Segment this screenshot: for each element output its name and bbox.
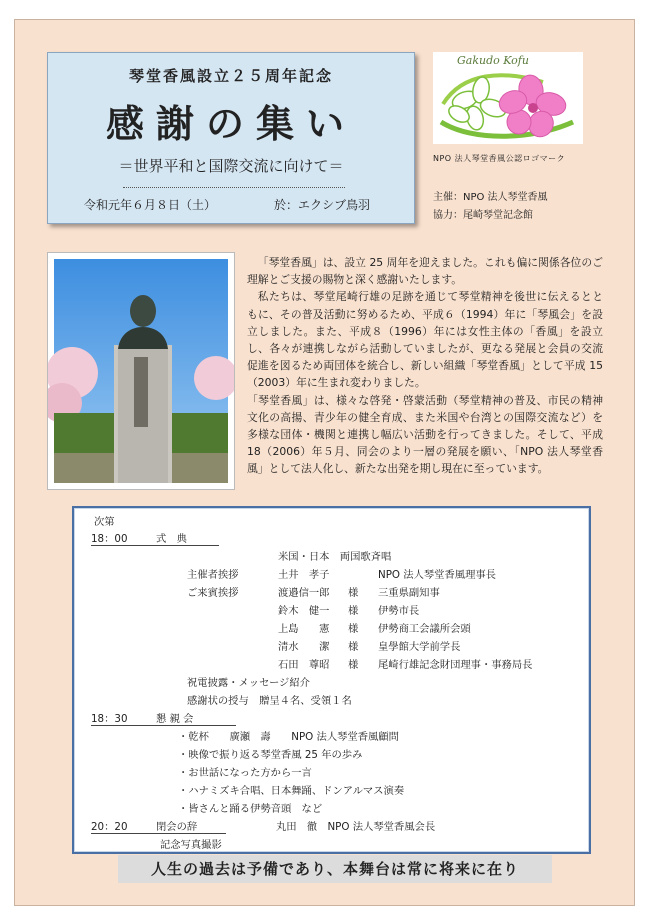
support-organization: 協力：尾崎琴堂記念館 — [433, 210, 533, 221]
event-subtitle: 琴堂香風設立２５周年記念 — [128, 67, 333, 85]
host-greeting-name: 土井 孝子 — [278, 569, 330, 581]
guest-greeting-label: ご来賓挨拶 — [187, 587, 239, 599]
intro-paragraph-2: 私たちは、琴堂尾崎行雄の足跡を通じて琴堂精神を後世に伝えるとともに、その普及活動に努めるため、平成６（1994）年に「琴風会」を設立しました。また、平成８（1996）年には女性主体の「香風」を設立し、各々が連携しながら活動していましたが、更なる発展と会員の交流促進を図るため両団体を統合し、新しい組織「琴堂香風」として平成 15（2003）年に生まれ変わりました。 — [247, 290, 603, 390]
reception-time: 18：30 — [91, 713, 128, 725]
event-venue: 於：エクシブ鳥羽 — [274, 198, 371, 212]
organization-logo — [433, 52, 583, 144]
dotted-divider — [123, 177, 345, 188]
guest-name: 石田 尊昭 — [278, 659, 330, 671]
reception-item: ・皆さんと踊る伊勢音頭 など — [178, 803, 323, 815]
closing-title: 閉会の辞 — [156, 821, 198, 833]
reception-item: ・乾杯 廣瀬 壽 NPO 法人琴堂香風顧問 — [178, 731, 399, 743]
intro-paragraph-1: 「琴堂香風」は、設立 25 周年を迎えました。これも偏に関係各位のご理解とご支援の賜物と深く感謝いたします。 — [247, 256, 603, 287]
photo-session-item: 記念写真撮影 — [160, 839, 222, 851]
title-panel — [47, 52, 415, 224]
introduction-text — [247, 254, 603, 478]
guest-role: 三重県副知事 — [378, 587, 440, 599]
guest-honorific: 様 — [348, 605, 359, 617]
program-heading: 次第 — [94, 516, 115, 528]
host-greeting-role: NPO 法人琴堂香風理事長 — [378, 569, 496, 581]
logo-caption: NPO 法人琴堂香風公認ロゴマーク — [433, 154, 566, 163]
closing-underline — [91, 833, 226, 834]
reception-item: ・映像で振り返る琴堂香風 25 年の歩み — [178, 749, 363, 761]
closing-time: 20：20 — [91, 821, 128, 833]
guest-name: 清水 潔 — [278, 641, 330, 653]
guest-role: 伊勢商工会議所会頭 — [378, 623, 471, 635]
guest-name: 上島 憲 — [278, 623, 330, 635]
reception-item: ・お世話になった方から一言 — [178, 767, 312, 779]
reception-item: ・ハナミズキ合唱、日本舞踊、ドンアルマス演奏 — [178, 785, 405, 797]
ceremony-underline — [91, 545, 219, 546]
statue-photo — [47, 252, 235, 490]
flower-logo-icon — [433, 52, 583, 144]
guest-honorific: 様 — [348, 623, 359, 635]
ceremony-title: 式 典 — [156, 533, 187, 545]
award-item: 感謝状の授与 贈呈４名、受領１名 — [187, 695, 352, 707]
reception-underline — [91, 725, 236, 726]
event-title: 感謝の集い — [105, 101, 356, 146]
guest-role: 伊勢市長 — [378, 605, 420, 617]
telegram-item: 祝電披露・メッセージ紹介 — [187, 677, 310, 689]
closing-speaker: 丸田 徹 NPO 法人琴堂香風会長 — [276, 821, 436, 833]
intro-paragraph-3: 「琴堂香風」は、様々な啓発・啓蒙活動（琴堂精神の普及、市民の精神文化の高揚、青少年の健全育成、また米国や台湾との国際交流など）を多様な団体・機関と連携し幅広い活動を行ってきました。そして、平成 18（2006）年５月、同会のより一層の発展を願い、「NPO 法人琴堂香風」として法人化し、新たな出発を期し現在に至っています。 — [247, 393, 603, 476]
guest-role: 尾崎行雄記念財団理事・事務局長 — [378, 659, 533, 671]
logo-script-text: Gakudo Kofu — [457, 54, 529, 67]
guest-role: 皇學館大学前学長 — [378, 641, 461, 653]
guest-name: 鈴木 健一 — [278, 605, 330, 617]
guest-honorific: 様 — [348, 659, 359, 671]
event-date: 令和元年６月８日（土） — [84, 198, 217, 212]
guest-honorific: 様 — [348, 641, 359, 653]
reception-title: 懇 親 会 — [156, 713, 194, 725]
program-schedule — [72, 506, 591, 854]
host-greeting-label: 主催者挨拶 — [187, 569, 239, 581]
host-organization: 主催：NPO 法人琴堂香風 — [433, 192, 548, 203]
ceremony-time: 18：00 — [91, 533, 128, 545]
guest-honorific: 様 — [348, 587, 359, 599]
guest-name: 渡邉信一郎 — [278, 587, 330, 599]
event-theme: ＝世界平和と国際交流に向けて＝ — [118, 157, 344, 175]
motto-banner: 人生の過去は予備であり、本舞台は常に将来に在り — [118, 855, 552, 883]
anthem-item: 米国・日本 両国歌斉唱 — [278, 551, 392, 563]
